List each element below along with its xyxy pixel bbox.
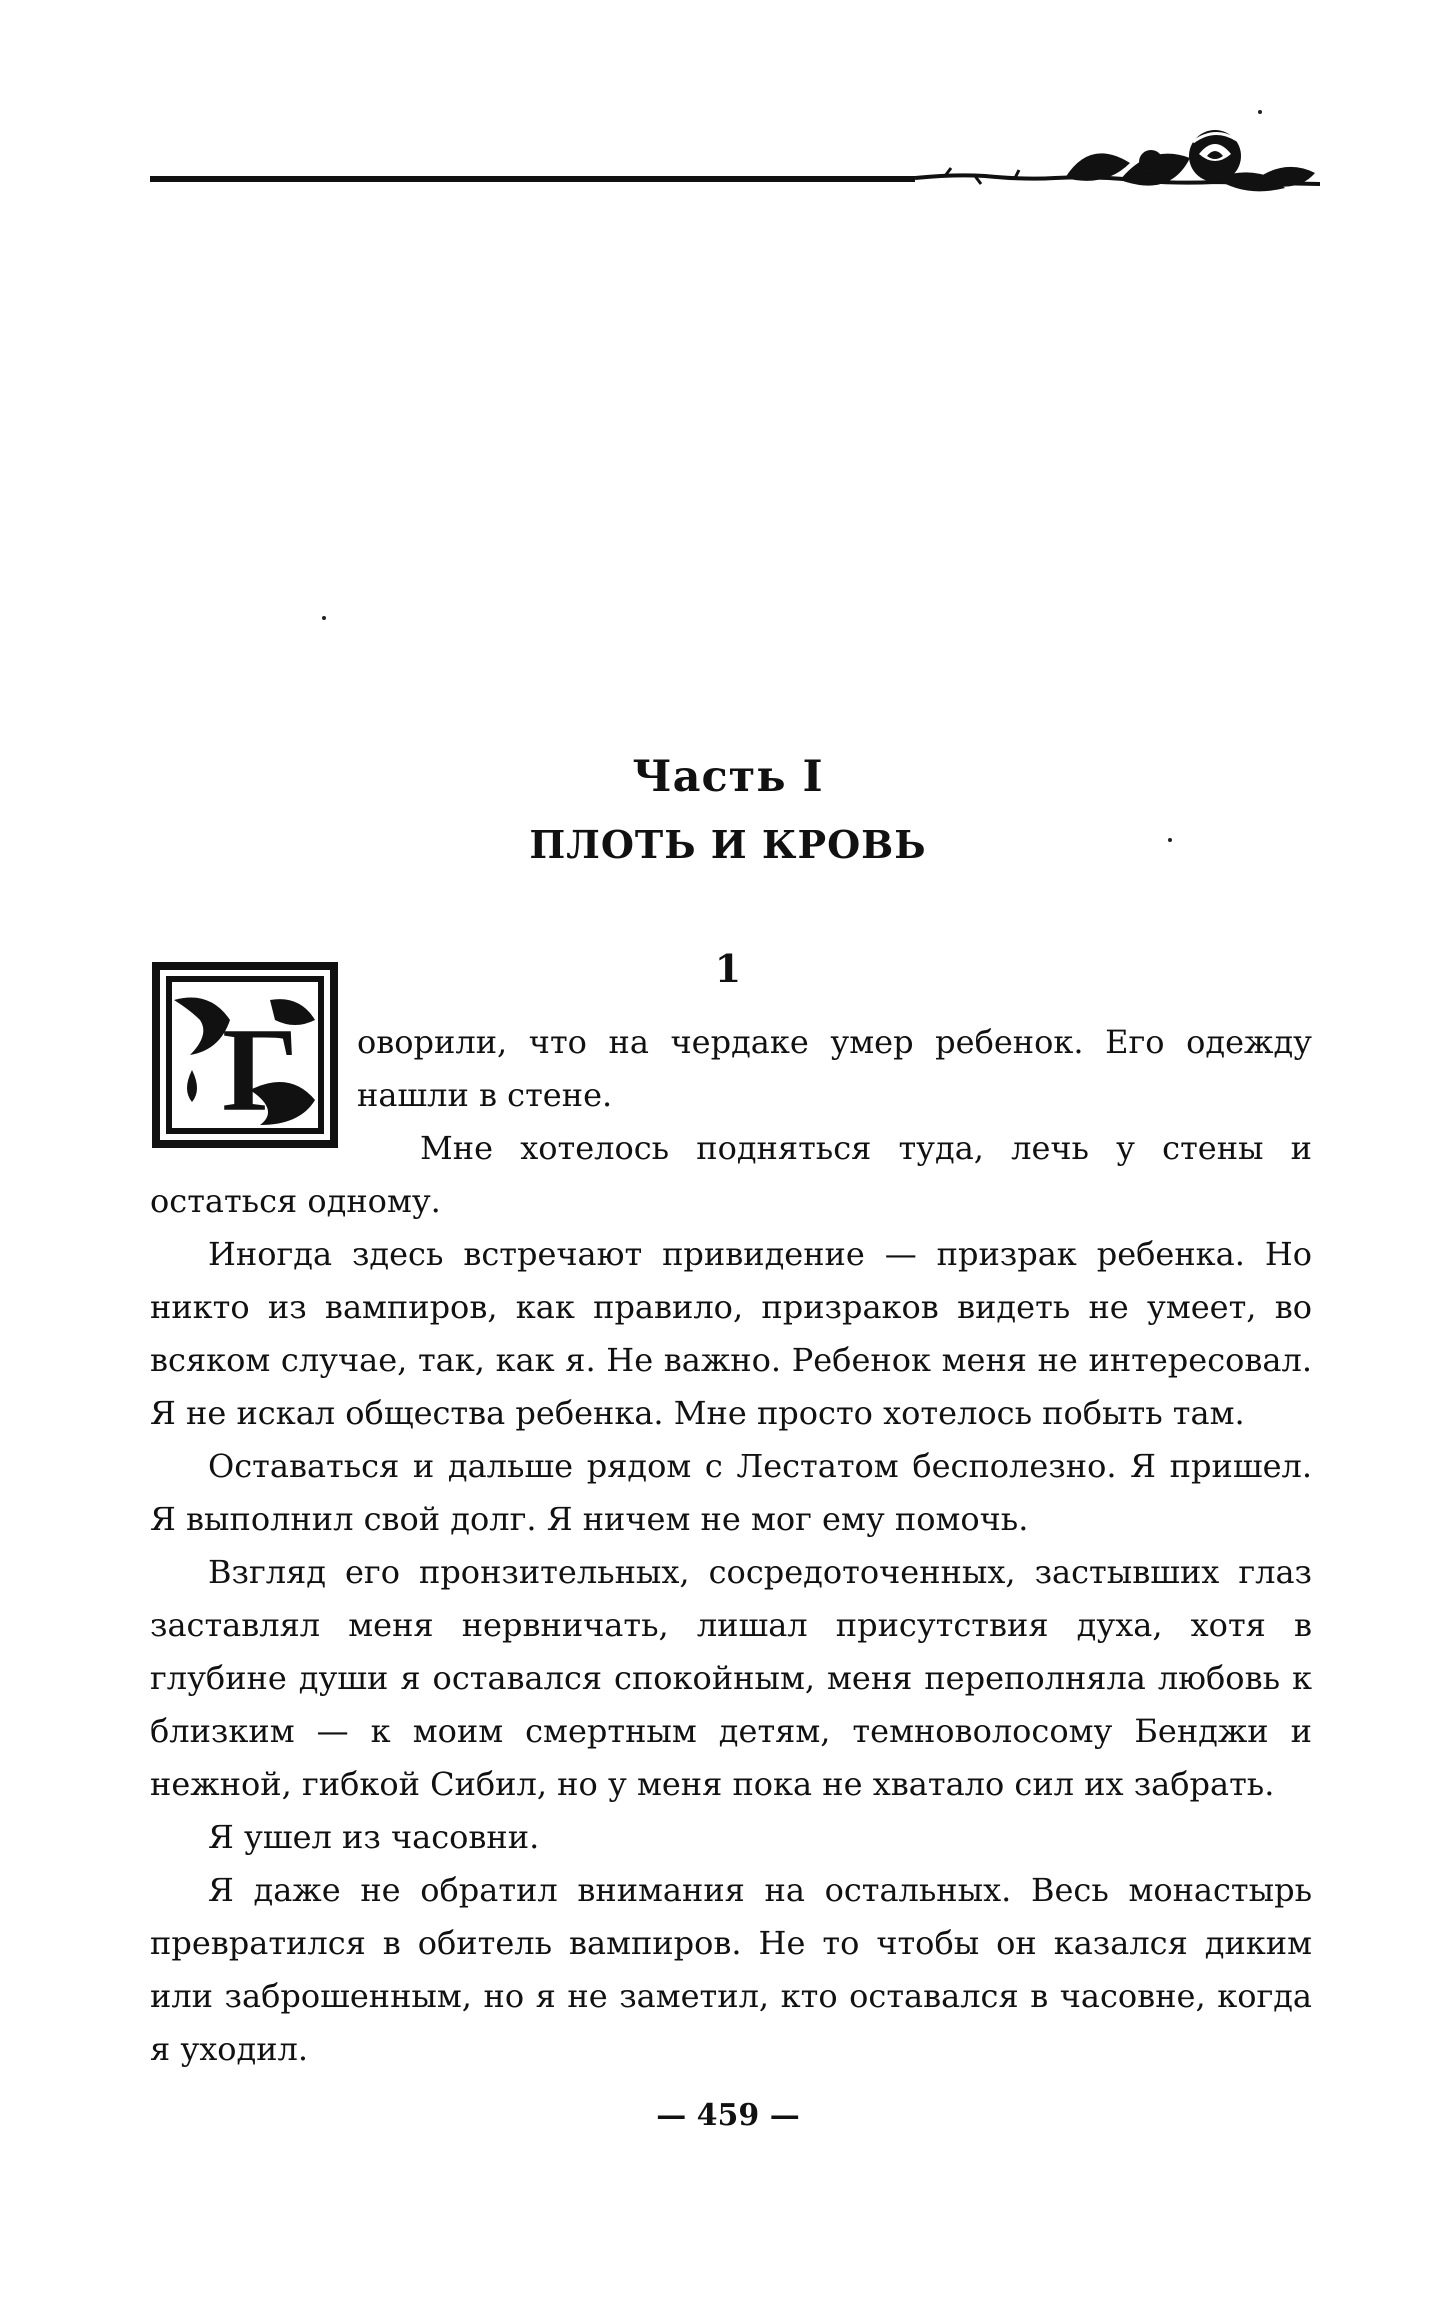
paragraph: Я даже не обратил внимания на остальных. Весь монастырь превратился в обитель вампиров. Не то чтобы он казался диким или заброшенным, но я не заметил, кто оставался в часовне, когда я уходил.	[150, 1871, 1312, 2068]
scan-speck	[1258, 110, 1262, 114]
paragraph: Я ушел из часовни.	[208, 1818, 540, 1856]
scan-speck	[1168, 838, 1172, 842]
paragraph: оворили, что на чердаке умер ребенок. Его одежду нашли в стене.	[357, 1023, 1312, 1114]
page-number: — 459 —	[656, 2098, 800, 2133]
paragraph: Иногда здесь встречают привидение — призрак ребенка. Но никто из вампиров, как правило, призраков видеть не умеет, во всяком случае, так, как я. Не важно. Ребенок меня не интересовал. Я не искал общества ребенка. Мне просто хотелось побыть там.	[150, 1235, 1312, 1432]
paragraph: Мне хотелось подняться туда, лечь у стены и остаться одному.	[150, 1129, 1312, 1220]
drop-cap-letter: Г	[222, 1003, 299, 1136]
chapter-text	[150, 1016, 1312, 2076]
chapter-number: 1	[714, 946, 742, 991]
paragraph: Взгляд его пронзительных, сосредоточенных, застывших глаз заставлял меня нервничать, лишал присутствия духа, хотя в глубине души я оставался спокойным, меня переполняла любовь к близким — к моим смертным детям, темноволосому Бенджи и нежной, гибкой Сибил, но у меня пока не хватало сил их забрать.	[150, 1553, 1312, 1803]
part-title: Часть I	[632, 752, 824, 802]
header-rule	[150, 176, 915, 182]
paragraph: Оставаться и дальше рядом с Лестатом бесполезно. Я пришел. Я выполнил свой долг. Я ничем не мог ему помочь.	[150, 1447, 1312, 1538]
rose-vine-ornament-icon	[915, 118, 1320, 218]
scan-speck	[322, 616, 326, 620]
book-title: ПЛОТЬ И КРОВЬ	[529, 822, 927, 867]
